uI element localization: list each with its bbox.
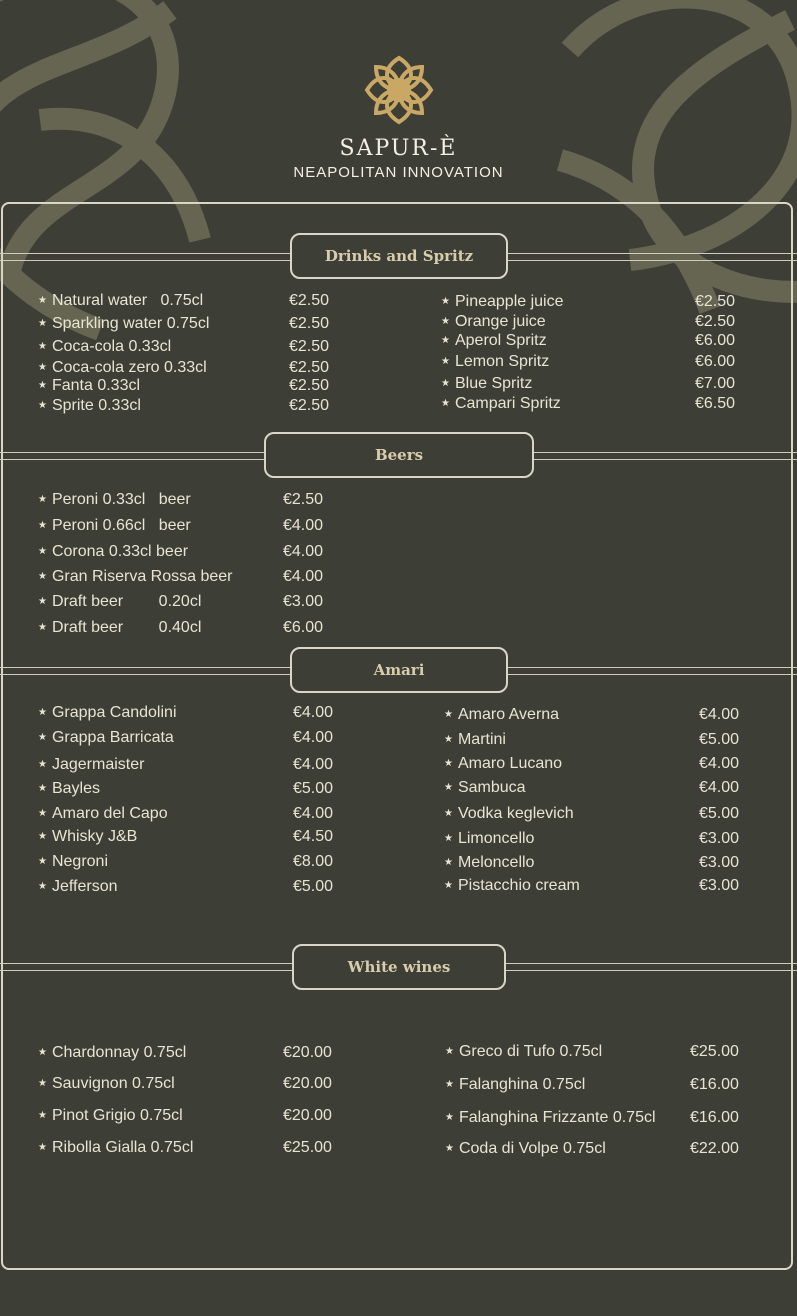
- menu-item-price: €4.00: [293, 756, 334, 773]
- star-icon: ★: [38, 494, 47, 505]
- menu-item-name: Falanghina 0.75cl: [458, 1076, 586, 1093]
- menu-item: [445, 1109, 656, 1127]
- menu-item-name: Corona 0.33cl beer: [51, 543, 189, 560]
- menu-item-name: Aperol Spritz: [454, 332, 547, 349]
- menu-item-price: €5.00: [699, 805, 740, 822]
- menu-item: [444, 830, 534, 848]
- menu-item: [444, 706, 559, 724]
- menu-item-price: €4.00: [699, 755, 740, 772]
- star-icon: ★: [38, 707, 47, 718]
- menu-item-price: €4.50: [293, 828, 334, 845]
- ornate-gold-flower-icon: [361, 52, 437, 128]
- menu-item-name: Sauvignon 0.75cl: [51, 1075, 175, 1092]
- menu-item-price: €8.00: [293, 853, 334, 870]
- menu-item-price: €3.00: [699, 854, 740, 871]
- menu-item: [38, 338, 171, 356]
- menu-item-price: €2.50: [283, 491, 324, 508]
- menu-item: [38, 377, 140, 395]
- menu-item: [38, 292, 203, 310]
- menu-item-price: €5.00: [293, 780, 334, 797]
- menu-item-price: €4.00: [283, 517, 324, 534]
- section-title-white-wines: White wines: [292, 944, 506, 990]
- menu-item: [38, 619, 201, 637]
- menu-item-price: €2.50: [289, 338, 330, 355]
- menu-item-name: Pinot Grigio 0.75cl: [51, 1107, 183, 1124]
- menu-item-name: Meloncello: [457, 854, 535, 871]
- menu-item-name: Amaro Lucano: [457, 755, 563, 772]
- star-icon: ★: [441, 296, 450, 307]
- menu-item-name: Coda di Volpe 0.75cl: [458, 1140, 606, 1157]
- menu-item-price: €25.00: [690, 1043, 739, 1060]
- menu-item-price: €20.00: [283, 1107, 332, 1124]
- menu-item-name: Sprite 0.33cl: [51, 397, 141, 414]
- menu-item-price: €4.00: [293, 805, 334, 822]
- menu-item: [38, 828, 137, 846]
- star-icon: ★: [38, 520, 47, 531]
- menu-item-name: Draft beer 0.40cl: [51, 619, 202, 636]
- menu-item-price: €16.00: [690, 1109, 739, 1126]
- menu-item-name: Blue Spritz: [454, 375, 533, 392]
- menu-item: [38, 491, 191, 509]
- menu-item: [38, 780, 100, 798]
- menu-item-price: €2.50: [695, 313, 736, 330]
- star-icon: ★: [38, 380, 47, 391]
- star-icon: ★: [441, 378, 450, 389]
- menu-item: [38, 359, 207, 377]
- menu-item: [444, 731, 506, 749]
- menu-item-price: €20.00: [283, 1044, 332, 1061]
- menu-item-price: €6.00: [695, 332, 736, 349]
- menu-item-name: Falanghina Frizzante 0.75cl: [458, 1109, 656, 1126]
- menu-item-price: €2.50: [289, 359, 330, 376]
- menu-item-price: €4.00: [293, 729, 334, 746]
- menu-item: [38, 543, 188, 561]
- menu-item-price: €16.00: [690, 1076, 739, 1093]
- menu-item-price: €4.00: [699, 706, 740, 723]
- menu-item: [441, 353, 549, 371]
- menu-item: [38, 315, 209, 333]
- menu-item-name: Vodka keglevich: [457, 805, 574, 822]
- section-title-beers: Beers: [264, 432, 534, 478]
- menu-item-name: Peroni 0.33cl beer: [51, 491, 191, 508]
- menu-item-price: €6.00: [283, 619, 324, 636]
- menu-item-price: €4.00: [283, 568, 324, 585]
- star-icon: ★: [38, 362, 47, 373]
- menu-item-price: €20.00: [283, 1075, 332, 1092]
- menu-item: [38, 878, 118, 896]
- menu-item-name: Gran Riserva Rossa beer: [51, 568, 233, 585]
- star-icon: ★: [441, 335, 450, 346]
- star-icon: ★: [38, 759, 47, 770]
- menu-item-name: Greco di Tufo 0.75cl: [458, 1043, 603, 1060]
- menu-item-price: €5.00: [293, 878, 334, 895]
- menu-item: [38, 593, 201, 611]
- menu-item-name: Martini: [457, 731, 506, 748]
- star-icon: ★: [38, 808, 47, 819]
- star-icon: ★: [38, 732, 47, 743]
- star-icon: ★: [444, 880, 453, 891]
- menu-item: [441, 293, 564, 311]
- menu-item: [38, 1044, 186, 1062]
- star-icon: ★: [38, 831, 47, 842]
- menu-item: [445, 1140, 606, 1158]
- menu-item: [445, 1043, 602, 1061]
- star-icon: ★: [445, 1079, 454, 1090]
- menu-item-name: Fanta 0.33cl: [51, 377, 141, 394]
- star-icon: ★: [444, 808, 453, 819]
- star-icon: ★: [445, 1046, 454, 1057]
- menu-item-name: Grappa Barricata: [51, 729, 174, 746]
- star-icon: ★: [38, 622, 47, 633]
- menu-item-price: €3.00: [283, 593, 324, 610]
- star-icon: ★: [38, 1110, 47, 1121]
- menu-item: [441, 395, 561, 413]
- star-icon: ★: [38, 1142, 47, 1153]
- brand-logo: [0, 52, 797, 133]
- menu-item-name: Amaro Averna: [457, 706, 560, 723]
- menu-item: [38, 853, 108, 871]
- star-icon: ★: [444, 709, 453, 720]
- menu-item-name: Grappa Candolini: [51, 704, 177, 721]
- menu-item-price: €2.50: [695, 293, 736, 310]
- star-icon: ★: [38, 1078, 47, 1089]
- menu-item-price: €25.00: [283, 1139, 332, 1156]
- menu-item-name: Draft beer 0.20cl: [51, 593, 202, 610]
- menu-item-name: Coca-cola 0.33cl: [51, 338, 172, 355]
- menu-item-name: Whisky J&B: [51, 828, 138, 845]
- menu-item-price: €3.00: [699, 877, 740, 894]
- menu-item-name: Negroni: [51, 853, 108, 870]
- menu-item: [38, 1139, 193, 1157]
- menu-item-price: €6.00: [695, 353, 736, 370]
- menu-item-price: €5.00: [699, 731, 740, 748]
- menu-item-price: €4.00: [293, 704, 334, 721]
- star-icon: ★: [38, 341, 47, 352]
- menu-item: [444, 877, 580, 895]
- menu-item: [444, 854, 534, 872]
- menu-item: [38, 729, 174, 747]
- menu-item: [38, 1107, 183, 1125]
- menu-item-name: Limoncello: [457, 830, 535, 847]
- menu-item-price: €2.50: [289, 397, 330, 414]
- star-icon: ★: [441, 398, 450, 409]
- menu-item-price: €3.00: [699, 830, 740, 847]
- menu-item: [445, 1076, 585, 1094]
- menu-item: [38, 704, 177, 722]
- menu-item-name: Natural water 0.75cl: [51, 292, 204, 309]
- star-icon: ★: [38, 400, 47, 411]
- star-icon: ★: [38, 856, 47, 867]
- menu-item-price: €6.50: [695, 395, 736, 412]
- menu-item: [38, 1075, 175, 1093]
- star-icon: ★: [38, 881, 47, 892]
- menu-item-name: Amaro del Capo: [51, 805, 168, 822]
- menu-item-price: €4.00: [699, 779, 740, 796]
- menu-item-name: Sambuca: [457, 779, 526, 796]
- star-icon: ★: [444, 734, 453, 745]
- star-icon: ★: [38, 571, 47, 582]
- menu-item: [441, 313, 546, 331]
- menu-item: [441, 375, 532, 393]
- menu-item: [444, 805, 574, 823]
- menu-item-price: €7.00: [695, 375, 736, 392]
- star-icon: ★: [444, 758, 453, 769]
- star-icon: ★: [38, 318, 47, 329]
- menu-item-price: €4.00: [283, 543, 324, 560]
- star-icon: ★: [38, 295, 47, 306]
- menu-item-price: €2.50: [289, 315, 330, 332]
- menu-item-name: Chardonnay 0.75cl: [51, 1044, 187, 1061]
- menu-item-name: Pistacchio cream: [457, 877, 580, 894]
- menu-item: [441, 332, 547, 350]
- star-icon: ★: [445, 1112, 454, 1123]
- star-icon: ★: [441, 316, 450, 327]
- brand-subtitle: NEAPOLITAN INNOVATION: [293, 164, 504, 181]
- menu-item: [444, 779, 526, 797]
- menu-item: [38, 805, 168, 823]
- menu-item-price: €2.50: [289, 377, 330, 394]
- menu-item-name: Sparkling water 0.75cl: [51, 315, 210, 332]
- brand-name: SAPUR-È: [339, 136, 458, 161]
- menu-item: [38, 568, 232, 586]
- menu-item-name: Peroni 0.66cl beer: [51, 517, 191, 534]
- star-icon: ★: [444, 782, 453, 793]
- menu-item: [38, 397, 141, 415]
- menu-item-name: Campari Spritz: [454, 395, 561, 412]
- star-icon: ★: [38, 596, 47, 607]
- star-icon: ★: [445, 1143, 454, 1154]
- star-icon: ★: [444, 833, 453, 844]
- menu-item-name: Orange juice: [454, 313, 546, 330]
- menu-item-price: €22.00: [690, 1140, 739, 1157]
- menu-item-name: Jefferson: [51, 878, 118, 895]
- menu-item-name: Coca-cola zero 0.33cl: [51, 359, 207, 376]
- menu-item: [38, 517, 191, 535]
- menu-item-name: Pineapple juice: [454, 293, 564, 310]
- star-icon: ★: [444, 857, 453, 868]
- section-title-drinks: Drinks and Spritz: [290, 233, 508, 279]
- star-icon: ★: [38, 546, 47, 557]
- menu-item-name: Ribolla Gialla 0.75cl: [51, 1139, 194, 1156]
- star-icon: ★: [38, 1047, 47, 1058]
- star-icon: ★: [38, 783, 47, 794]
- menu-item-name: Bayles: [51, 780, 100, 797]
- menu-item-name: Jagermaister: [51, 756, 145, 773]
- section-title-amari: Amari: [290, 647, 508, 693]
- menu-item-price: €2.50: [289, 292, 330, 309]
- menu-item-name: Lemon Spritz: [454, 353, 550, 370]
- menu-item: [38, 756, 144, 774]
- star-icon: ★: [441, 356, 450, 367]
- menu-item: [444, 755, 562, 773]
